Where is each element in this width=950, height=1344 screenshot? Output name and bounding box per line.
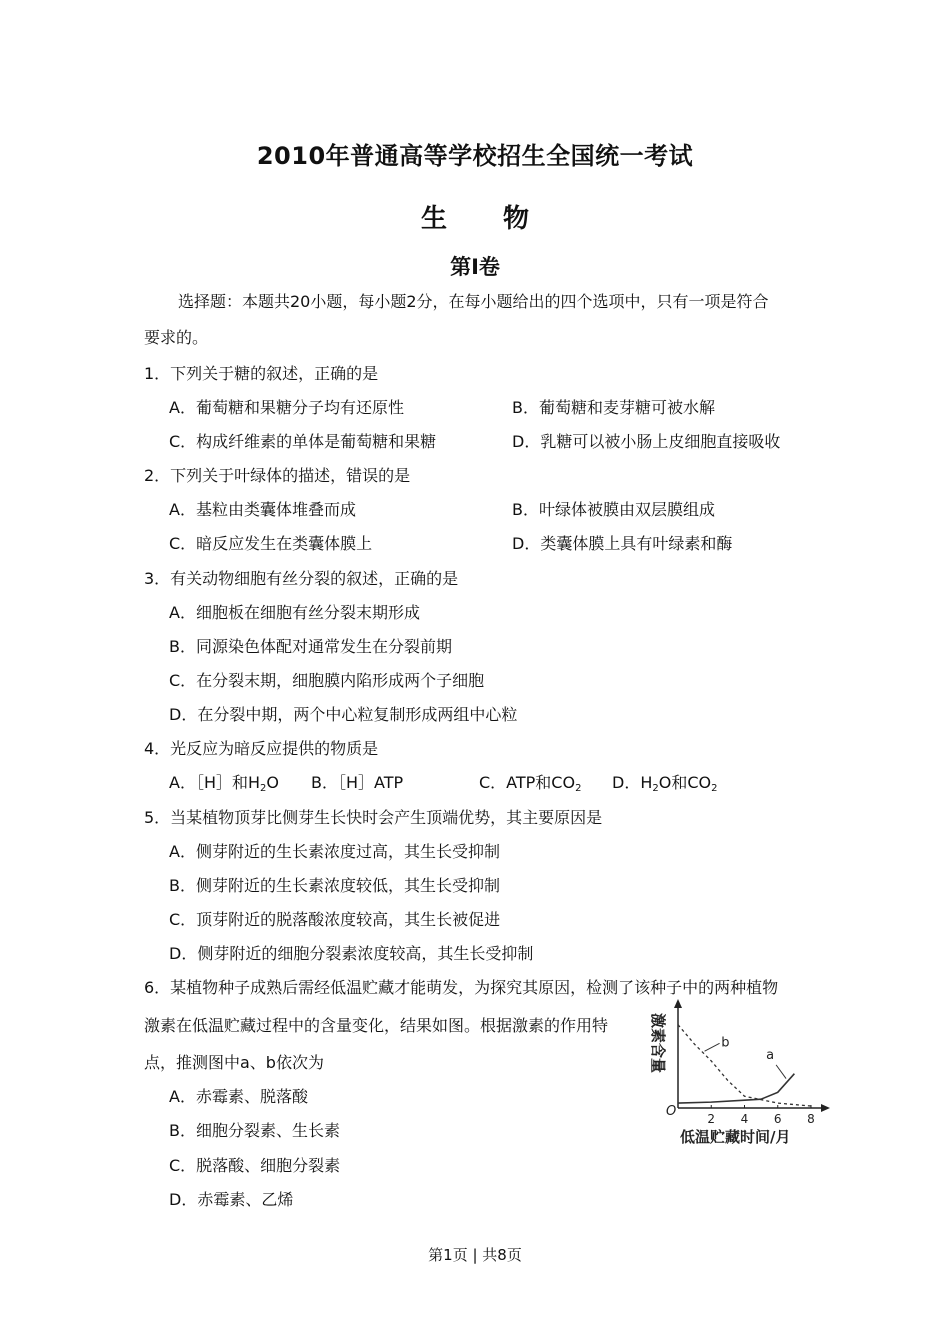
q1-option-d: D．乳糖可以被小肠上皮细胞直接吸收 (512, 432, 781, 451)
x-tick-label: 2 (707, 1112, 716, 1126)
series-label-leader-a (776, 1065, 786, 1079)
q1-option-a: A．葡萄糖和果糖分子均有还原性 (169, 398, 404, 417)
series-line-b (678, 1025, 811, 1106)
series-label-a: a (766, 1048, 775, 1063)
intro-line-1: 选择题：本题共20小题，每小题2分，在每小题给出的四个选项中，只有一项是符合 (178, 292, 769, 311)
subject-title (0, 198, 950, 235)
subject-char-2: 物 (503, 204, 530, 234)
q3-option-c: C．在分裂末期，细胞膜内陷形成两个子细胞 (169, 671, 485, 690)
q3-option-d: D．在分裂中期，两个中心粒复制形成两组中心粒 (169, 705, 518, 724)
x-axis-label: 低温贮藏时间/月 (680, 1128, 791, 1146)
q2-option-b: B．叶绿体被膜由双层膜组成 (512, 500, 715, 519)
q3-option-a: A．细胞板在细胞有丝分裂末期形成 (169, 603, 420, 622)
q6-stem-line-3: 点，推测图中a、b依次为 (144, 1053, 324, 1072)
intro-line-2: 要求的。 (144, 328, 209, 347)
volume-title: 第I卷 (450, 255, 500, 279)
series-label-leader-b (705, 1043, 720, 1051)
q6-stem-line-1: 6．某植物种子成熟后需经低温贮藏才能萌发，为探究其原因，检测了该种子中的两种植物 (144, 978, 779, 997)
q4-option-d: D．$H_2O$和$CO_2$ (612, 773, 718, 794)
q4-option-b: B．［H］ATP (311, 773, 404, 792)
x-tick-label: 6 (773, 1112, 782, 1126)
q2-option-c: C．暗反应发生在类囊体膜上 (169, 534, 373, 553)
series-label-b: b (721, 1035, 730, 1051)
q6-option-d: D．赤霉素、乙烯 (169, 1190, 294, 1209)
origin-label: O (666, 1104, 677, 1119)
q2-option-a: A．基粒由类囊体堆叠而成 (169, 500, 356, 519)
q6-stem-line-2: 激素在低温贮藏过程中的含量变化，结果如图。根据激素的作用特 (144, 1016, 609, 1035)
q6-option-a: A．赤霉素、脱落酸 (169, 1087, 308, 1106)
y-axis-arrow (674, 999, 682, 1008)
q2-stem: 2．下列关于叶绿体的描述，错误的是 (144, 466, 411, 485)
x-axis-arrow (821, 1104, 830, 1112)
q5-stem: 5．当某植物顶芽比侧芽生长快时会产生顶端优势，其主要原因是 (144, 808, 603, 827)
q3-stem: 3．有关动物细胞有丝分裂的叙述，正确的是 (144, 569, 459, 588)
x-tick-label: 4 (740, 1112, 749, 1126)
q5-option-a: A．侧芽附近的生长素浓度过高，其生长受抑制 (169, 842, 500, 861)
q3-option-b: B．同源染色体配对通常发生在分裂前期 (169, 637, 452, 656)
y-axis-label: 激素含量 (649, 1013, 667, 1074)
q4-option-a: A．［H］和$H_2O$ (169, 773, 279, 794)
subject-char-1: 生 (420, 204, 447, 234)
q5-option-b: B．侧芽附近的生长素浓度较低，其生长受抑制 (169, 876, 500, 895)
q2-option-d: D．类囊体膜上具有叶绿素和酶 (512, 534, 733, 553)
hormone-content-chart (640, 995, 840, 1155)
q1-option-c: C．构成纤维素的单体是葡萄糖和果糖 (169, 432, 437, 451)
x-tick-label: 8 (807, 1112, 815, 1126)
q5-option-d: D．侧芽附近的细胞分裂素浓度较高，其生长受抑制 (169, 944, 534, 963)
q6-option-b: B．细胞分裂素、生长素 (169, 1121, 340, 1140)
page-footer: 第1页 | 共8页 (428, 1246, 522, 1264)
q4-stem: 4．光反应为暗反应提供的物质是 (144, 739, 379, 758)
q5-option-c: C．顶芽附近的脱落酸浓度较高，其生长被促进 (169, 910, 501, 929)
q1-option-b: B．葡萄糖和麦芽糖可被水解 (512, 398, 715, 417)
q4-option-c: C．ATP和$CO_2$ (479, 773, 582, 794)
q1-stem: 1．下列关于糖的叙述，正确的是 (144, 364, 379, 383)
exam-title: 2010年普通高等学校招生全国统一考试 (256, 142, 694, 170)
q6-option-c: C．脱落酸、细胞分裂素 (169, 1156, 341, 1175)
